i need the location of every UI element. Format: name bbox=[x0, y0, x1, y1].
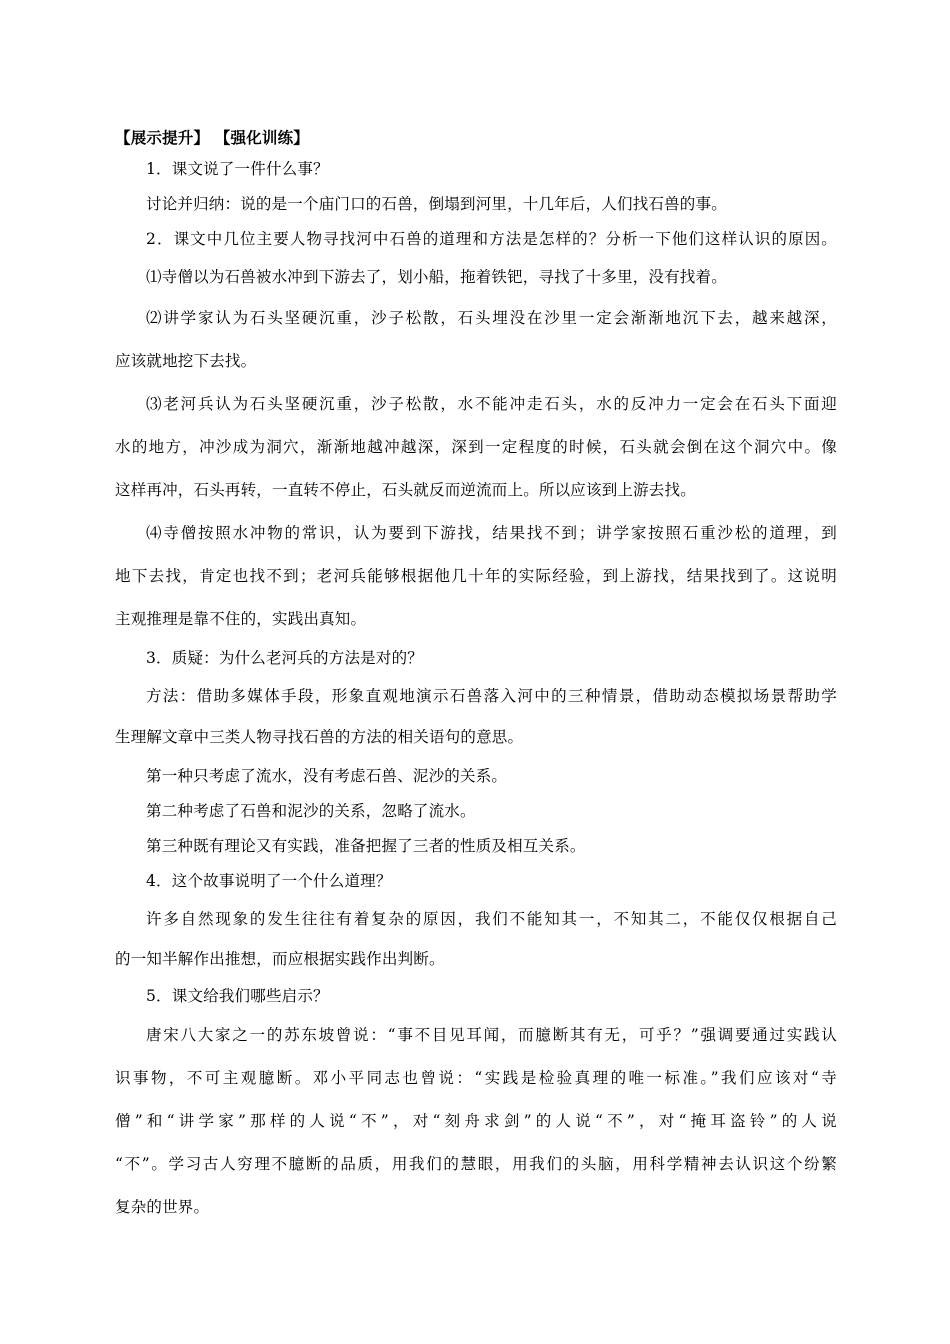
answer-3-line-2: 生理解文章中三类人物寻找石兽的方法的相关语句的意思。 bbox=[115, 728, 524, 746]
question-4: 4．这个故事说明了一个什么道理？ bbox=[146, 872, 392, 890]
answer-3-point-3: 第三种既有理论又有实践，准备把握了三者的性质及相互关系。 bbox=[146, 837, 586, 855]
answer-2-item-2-line-2: 应该就地挖下去找。 bbox=[115, 352, 257, 370]
answer-2-item-4-line-1: ⑷寺僧按照水冲物的常识，认为要到下游找，结果找不到；讲学家按照石重沙松的道理，到 bbox=[146, 524, 837, 542]
question-2: 2．课文中几位主要人物寻找河中石兽的道理和方法是怎样的？分析一下他们这样认识的原因。 bbox=[146, 230, 837, 248]
question-1: 1．课文说了一件什么事？ bbox=[146, 160, 329, 178]
answer-5-line-1: 唐宋八大家之一的苏东坡曾说：“事不目见耳闻，而臆断其有无，可乎？”强调要通过实践认 bbox=[146, 1026, 837, 1044]
answer-2-item-3-line-1: ⑶老河兵认为石头坚硬沉重，沙子松散，水不能冲走石头，水的反冲力一定会在石头下面迎 bbox=[146, 395, 837, 413]
answer-5-line-4: “不”。学习古人穷理不臆断的品质，用我们的慧眼，用我们的头脑，用科学精神去认识这个纷繁 bbox=[115, 1155, 837, 1173]
section-heading: 【展示提升】 【强化训练】 bbox=[115, 128, 309, 147]
answer-2-item-4-line-2: 地下去找，肯定也找不到；老河兵能够根据他几十年的实际经验，到上游找，结果找到了。这说明 bbox=[115, 567, 837, 585]
answer-5-line-2: 识事物，不可主观臆断。邓小平同志也曾说：“实践是检验真理的唯一标准。”我们应该对“寺 bbox=[115, 1069, 837, 1087]
answer-2-item-3-line-3: 这样再冲，石头再转，一直转不停止，石头就反而逆流而上。所以应该到上游去找。 bbox=[115, 481, 696, 499]
answer-4-line-1: 许多自然现象的发生往往有着复杂的原因，我们不能知其一，不知其二，不能仅仅根据自己 bbox=[146, 910, 837, 928]
answer-2-item-1: ⑴寺僧以为石兽被水冲到下游去了，划小船，拖着铁钯，寻找了十多里，没有找着。 bbox=[146, 268, 727, 286]
answer-5-line-3: 僧”和“讲学家”那样的人说“不”，对“刻舟求剑”的人说“不”，对“掩耳盗铃”的人说 bbox=[115, 1112, 837, 1130]
answer-3-point-1: 第一种只考虑了流水，没有考虑石兽、泥沙的关系。 bbox=[146, 767, 508, 785]
answer-2-item-3-line-2: 水的地方，冲沙成为洞穴，渐渐地越冲越深，深到一定程度的时候，石头就会倒在这个洞穴中。像 bbox=[115, 438, 837, 456]
answer-3-point-2: 第二种考虑了石兽和泥沙的关系，忽略了流水。 bbox=[146, 802, 476, 820]
document-page bbox=[115, 124, 837, 1229]
question-5: 5．课文给我们哪些启示？ bbox=[146, 987, 329, 1005]
answer-5-line-5: 复杂的世界。 bbox=[115, 1198, 210, 1216]
answer-3-line-1: 方法：借助多媒体手段，形象直观地演示石兽落入河中的三种情景，借助动态模拟场景帮助学 bbox=[146, 687, 837, 705]
question-3: 3．质疑：为什么老河兵的方法是对的？ bbox=[146, 649, 423, 667]
answer-2-item-4-line-3: 主观推理是靠不住的，实践出真知。 bbox=[115, 610, 367, 628]
answer-4-line-2: 的一知半解作出推想，而应根据实践作出判断。 bbox=[115, 950, 445, 968]
answer-2-item-2-line-1: ⑵讲学家认为石头坚硬沉重，沙子松散，石头埋没在沙里一定会渐渐地沉下去，越来越深， bbox=[146, 309, 837, 327]
answer-1: 讨论并归纳：说的是一个庙门口的石兽，倒塌到河里，十几年后，人们找石兽的事。 bbox=[146, 195, 727, 213]
